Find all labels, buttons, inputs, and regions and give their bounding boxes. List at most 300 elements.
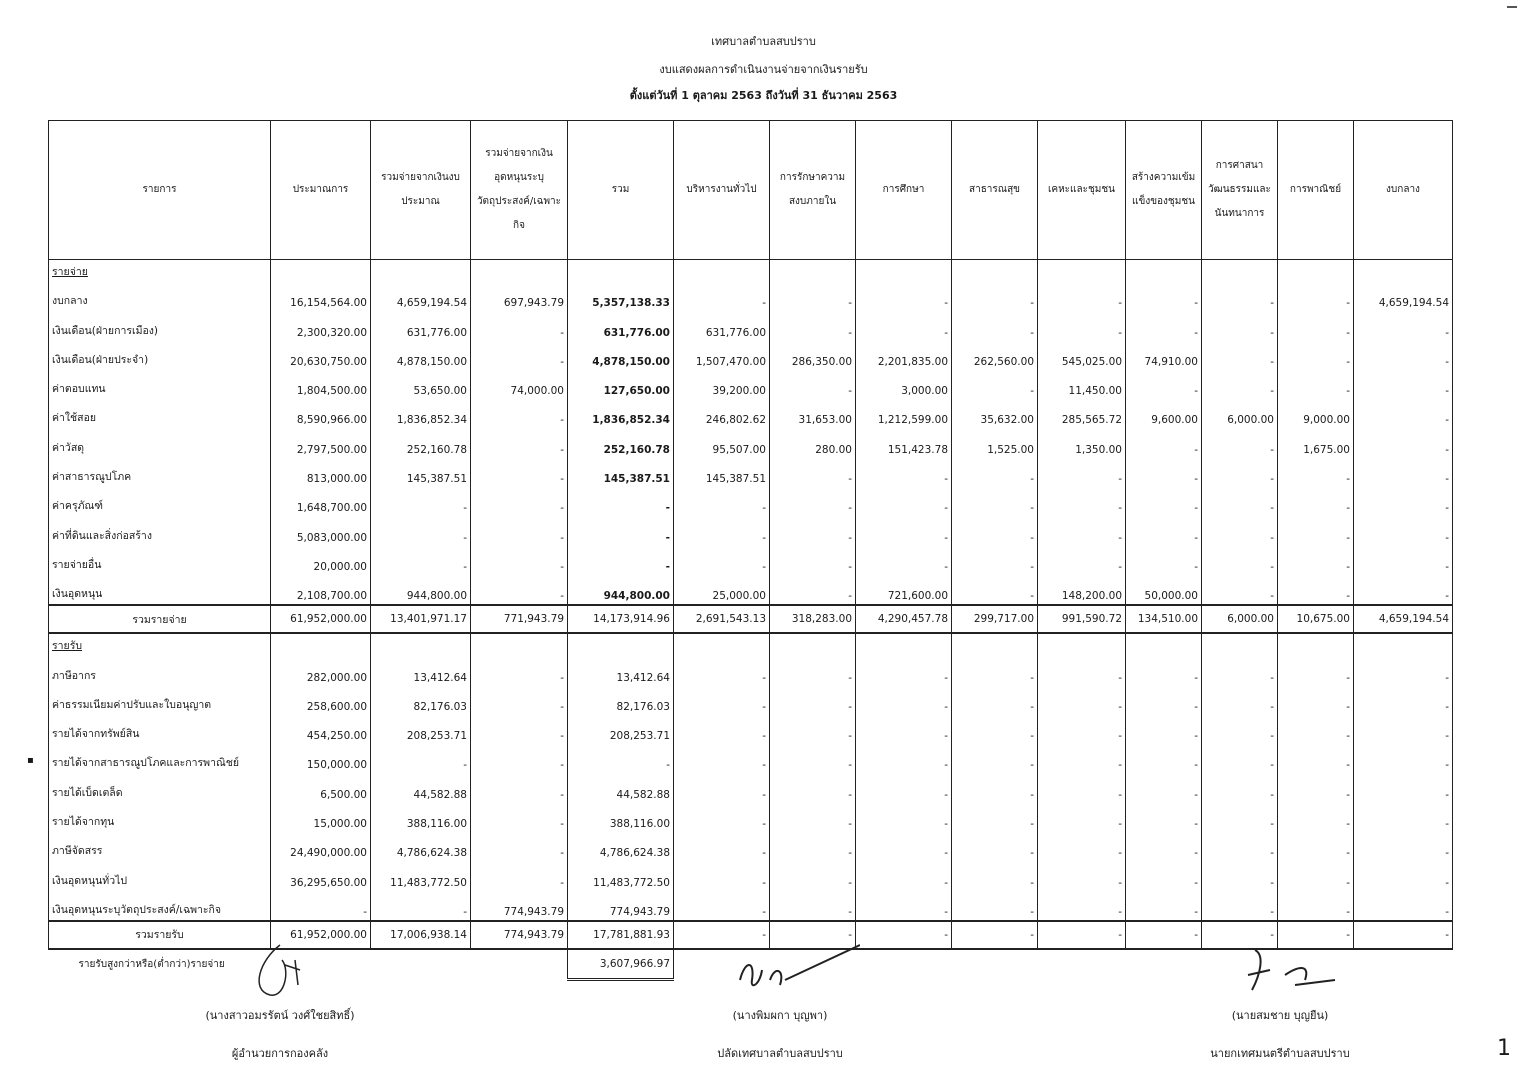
signature-mark-icon [700, 940, 860, 1000]
table-cell: - [674, 686, 770, 715]
table-cell: 31,653.00 [770, 399, 856, 428]
table-cell: - [1202, 575, 1278, 605]
table-cell: 1,804,500.00 [271, 370, 371, 399]
table-cell: - [674, 803, 770, 832]
row-label: ค่าสาธารณูปโภค [49, 458, 271, 487]
table-cell: - [471, 686, 568, 715]
table-cell: - [471, 311, 568, 340]
table-row [49, 803, 1453, 832]
table-cell: - [1038, 803, 1126, 832]
table-cell: 11,483,772.50 [371, 861, 471, 890]
table-cell: - [770, 575, 856, 605]
table-cell: 3,000.00 [856, 370, 952, 399]
document-period: ตั้งแต่วันที่ 1 ตุลาคม 2563 ถึงวันที่ 31 ธันวาคม 2563 [629, 89, 898, 102]
table-cell: 299,717.00 [952, 605, 1038, 633]
table-cell [371, 949, 471, 980]
table-cell: - [856, 516, 952, 545]
table-cell: - [1202, 282, 1278, 311]
table-cell: - [770, 891, 856, 921]
table-cell: - [952, 744, 1038, 773]
table-cell: - [1202, 458, 1278, 487]
table-cell: - [1126, 282, 1202, 311]
table-cell: 631,776.00 [371, 311, 471, 340]
table-cell: 545,025.00 [1038, 341, 1126, 370]
table-cell: 1,836,852.34 [568, 399, 674, 428]
table-cell: - [856, 891, 952, 921]
table-cell [856, 260, 952, 283]
section-row [49, 633, 1453, 656]
table-cell: - [856, 832, 952, 861]
table-cell: 252,160.78 [568, 428, 674, 457]
table-cell: 280.00 [770, 428, 856, 457]
column-header: การรักษาความสงบภายใน [770, 121, 856, 260]
row-label: ภาษีจัดสรร [49, 832, 271, 861]
table-cell: 82,176.03 [568, 686, 674, 715]
table-cell: 35,632.00 [952, 399, 1038, 428]
table-cell: - [1038, 546, 1126, 575]
table-cell: 631,776.00 [568, 311, 674, 340]
table-cell: - [952, 921, 1038, 949]
table-cell: 82,176.03 [371, 686, 471, 715]
table-cell: - [371, 744, 471, 773]
signature-role: ผู้อำนวยการกองคลัง [231, 1047, 329, 1060]
table-cell: - [1126, 311, 1202, 340]
table-cell: - [371, 546, 471, 575]
corner-mark [1507, 6, 1517, 18]
row-label: เงินเดือน(ฝ่ายประจำ) [49, 341, 271, 370]
table-header-row [49, 121, 1453, 260]
table-cell: - [471, 656, 568, 685]
table-cell: - [856, 744, 952, 773]
table-cell: 148,200.00 [1038, 575, 1126, 605]
table-cell: 631,776.00 [674, 311, 770, 340]
table-cell: 282,000.00 [271, 656, 371, 685]
table-cell [568, 633, 674, 656]
signature-block-clerk [680, 940, 880, 1062]
table-cell: - [1278, 487, 1354, 516]
table-cell: - [568, 487, 674, 516]
table-cell: 11,450.00 [1038, 370, 1126, 399]
table-cell: - [1126, 715, 1202, 744]
table-cell: - [1278, 803, 1354, 832]
table-cell: 991,590.72 [1038, 605, 1126, 633]
signature-block-mayor [1180, 940, 1380, 1062]
table-cell: - [1202, 921, 1278, 949]
table-cell: 1,350.00 [1038, 428, 1126, 457]
table-cell: 2,201,835.00 [856, 341, 952, 370]
table-cell: - [1202, 891, 1278, 921]
table-cell: - [1278, 744, 1354, 773]
table-cell [1038, 633, 1126, 656]
section-row [49, 260, 1453, 283]
table-cell [568, 260, 674, 283]
table-cell: - [856, 487, 952, 516]
table-cell [770, 260, 856, 283]
column-header: การศาสนาวัฒนธรรมและนันทนาการ [1202, 121, 1278, 260]
table-cell: - [674, 487, 770, 516]
table-cell: - [770, 921, 856, 949]
row-label: ค่าใช้สอย [49, 399, 271, 428]
table-cell: 10,675.00 [1278, 605, 1354, 633]
table-cell: - [471, 341, 568, 370]
row-label: ค่าวัสดุ [49, 428, 271, 457]
table-cell: - [770, 282, 856, 311]
table-cell: - [952, 656, 1038, 685]
column-header: บริหารงานทั่วไป [674, 121, 770, 260]
table-cell: 1,507,470.00 [674, 341, 770, 370]
table-cell: 1,648,700.00 [271, 487, 371, 516]
table-cell: - [471, 832, 568, 861]
table-cell: - [770, 458, 856, 487]
column-header: รวม [568, 121, 674, 260]
table-row [49, 487, 1453, 516]
table-cell: 151,423.78 [856, 428, 952, 457]
table-cell: 813,000.00 [271, 458, 371, 487]
table-cell: - [1126, 656, 1202, 685]
table-cell: - [1278, 341, 1354, 370]
table-cell: - [471, 773, 568, 802]
table-cell: 4,290,457.78 [856, 605, 952, 633]
table-cell: - [770, 861, 856, 890]
table-cell: - [1278, 282, 1354, 311]
table-cell: - [1278, 516, 1354, 545]
table-cell: - [770, 744, 856, 773]
table-cell: 208,253.71 [371, 715, 471, 744]
signature-name: (นางสาวอมรรัตน์ วงศ์ใชยสิทธิ์) [205, 1009, 355, 1022]
table-cell: - [1278, 546, 1354, 575]
row-label: รายได้จากทรัพย์สิน [49, 715, 271, 744]
table-cell: - [856, 715, 952, 744]
table-cell [371, 633, 471, 656]
table-cell [1278, 260, 1354, 283]
table-row [49, 458, 1453, 487]
table-cell: 11,483,772.50 [568, 861, 674, 890]
table-cell: - [1354, 921, 1453, 949]
table-cell: 9,600.00 [1126, 399, 1202, 428]
table-cell: - [471, 715, 568, 744]
table-cell: - [1038, 891, 1126, 921]
table-cell: - [1202, 803, 1278, 832]
table-cell: - [770, 715, 856, 744]
table-cell: - [1278, 686, 1354, 715]
table-row [49, 656, 1453, 685]
row-label: เงินอุดหนุนทั่วไป [49, 861, 271, 890]
row-label: รายได้จากทุน [49, 803, 271, 832]
table-cell: - [770, 546, 856, 575]
table-body [49, 260, 1453, 980]
table-cell: - [1038, 487, 1126, 516]
table-cell: - [471, 575, 568, 605]
table-cell: 14,173,914.96 [568, 605, 674, 633]
table-cell: - [770, 516, 856, 545]
table-cell: 258,600.00 [271, 686, 371, 715]
row-label: รายได้จากสาธารณูปโภคและการพาณิชย์ [49, 744, 271, 773]
table-row [49, 399, 1453, 428]
column-header: รวมจ่ายจากเงินอุดหนุนระบุวัตถุประสงค์/เฉพาะกิจ [471, 121, 568, 260]
signature-name: (นางพิมผกา บุญพา) [732, 1009, 828, 1022]
table-cell [471, 949, 568, 980]
table-cell [674, 260, 770, 283]
table-cell [1278, 633, 1354, 656]
table-cell: - [1126, 686, 1202, 715]
table-row [49, 861, 1453, 890]
row-label: ค่าที่ดินและสิ่งก่อสร้าง [49, 516, 271, 545]
table-cell: - [1126, 773, 1202, 802]
table-cell: - [1354, 311, 1453, 340]
column-header: ประมาณการ [271, 121, 371, 260]
table-cell: - [471, 487, 568, 516]
table-cell [1354, 260, 1453, 283]
table-cell: - [952, 803, 1038, 832]
signature-role: นายกเทศมนตรีตำบลสบปราบ [1210, 1047, 1350, 1060]
total-row [49, 605, 1453, 633]
stray-mark: ▪ [27, 755, 34, 766]
table-cell: - [1354, 891, 1453, 921]
table-row [49, 341, 1453, 370]
row-label: รวมรายรับ [49, 921, 271, 949]
table-cell: - [952, 370, 1038, 399]
table-cell: - [1354, 516, 1453, 545]
table-cell: - [1354, 370, 1453, 399]
table-cell: - [1354, 656, 1453, 685]
section-label: รายรับ [49, 633, 271, 656]
table-cell: - [1354, 715, 1453, 744]
table-cell: - [1126, 861, 1202, 890]
table-cell [952, 633, 1038, 656]
table-cell: - [1354, 341, 1453, 370]
column-header: การพาณิชย์ [1278, 121, 1354, 260]
table-cell: - [952, 891, 1038, 921]
table-cell: - [1202, 861, 1278, 890]
table-cell: 50,000.00 [1126, 575, 1202, 605]
table-cell: - [1278, 861, 1354, 890]
table-cell: 285,565.72 [1038, 399, 1126, 428]
table-cell: - [856, 311, 952, 340]
row-label: งบกลาง [49, 282, 271, 311]
signature-mark-icon [240, 940, 320, 1000]
table-cell: - [1202, 832, 1278, 861]
summary-value: 3,607,966.97 [568, 949, 674, 980]
table-cell: - [1354, 458, 1453, 487]
table-cell: - [1126, 516, 1202, 545]
table-cell: 145,387.51 [674, 458, 770, 487]
table-cell: - [471, 803, 568, 832]
column-header: สาธารณสุข [952, 121, 1038, 260]
table-cell: 17,006,938.14 [371, 921, 471, 949]
table-cell: - [952, 487, 1038, 516]
table-cell: 246,802.62 [674, 399, 770, 428]
table-cell: - [1038, 656, 1126, 685]
table-row [49, 575, 1453, 605]
table-cell: - [1354, 773, 1453, 802]
signature-mark-icon [1210, 940, 1350, 1000]
table-cell: 2,691,543.13 [674, 605, 770, 633]
table-cell: 2,797,500.00 [271, 428, 371, 457]
table-cell: - [856, 282, 952, 311]
table-cell: - [1354, 487, 1453, 516]
signature-block-finance [180, 940, 380, 1062]
table-cell: - [770, 686, 856, 715]
table-cell: - [1202, 516, 1278, 545]
table-cell: 9,000.00 [1278, 399, 1354, 428]
table-cell: - [952, 282, 1038, 311]
table-cell: - [1126, 458, 1202, 487]
table-cell: - [952, 516, 1038, 545]
table-cell: 6,000.00 [1202, 605, 1278, 633]
table-cell: 1,836,852.34 [371, 399, 471, 428]
table-cell: 5,083,000.00 [271, 516, 371, 545]
table-cell: 134,510.00 [1126, 605, 1202, 633]
financial-table-container [48, 120, 1452, 981]
table-cell: - [471, 861, 568, 890]
table-cell: 4,878,150.00 [568, 341, 674, 370]
table-cell: 36,295,650.00 [271, 861, 371, 890]
table-cell: - [770, 370, 856, 399]
section-label: รายจ่าย [49, 260, 271, 283]
table-cell: - [1202, 686, 1278, 715]
row-label: ค่าครุภัณฑ์ [49, 487, 271, 516]
table-row [49, 891, 1453, 921]
table-cell: - [1354, 686, 1453, 715]
table-cell [674, 633, 770, 656]
table-cell: 44,582.88 [568, 773, 674, 802]
table-cell: 2,108,700.00 [271, 575, 371, 605]
table-cell [271, 260, 371, 283]
table-cell: - [770, 656, 856, 685]
table-cell: 24,490,000.00 [271, 832, 371, 861]
column-header: สร้างความเข้มแข็งของชุมชน [1126, 121, 1202, 260]
table-cell: - [1038, 458, 1126, 487]
table-cell: - [952, 575, 1038, 605]
table-cell: - [1202, 311, 1278, 340]
column-header: งบกลาง [1354, 121, 1453, 260]
table-cell: - [1354, 744, 1453, 773]
table-cell: 5,357,138.33 [568, 282, 674, 311]
table-cell: - [674, 282, 770, 311]
table-cell: - [770, 311, 856, 340]
table-cell: 454,250.00 [271, 715, 371, 744]
table-cell [1126, 260, 1202, 283]
table-cell: - [856, 656, 952, 685]
table-cell: - [770, 487, 856, 516]
table-cell: - [1354, 575, 1453, 605]
table-row [49, 282, 1453, 311]
table-cell: 39,200.00 [674, 370, 770, 399]
table-row [49, 773, 1453, 802]
table-cell: 4,659,194.54 [1354, 282, 1453, 311]
table-cell: 20,000.00 [271, 546, 371, 575]
table-cell: - [1126, 428, 1202, 457]
table-cell: 262,560.00 [952, 341, 1038, 370]
table-cell: - [1038, 773, 1126, 802]
table-cell: - [568, 546, 674, 575]
table-cell: - [674, 832, 770, 861]
table-cell: - [770, 803, 856, 832]
table-cell: - [371, 891, 471, 921]
table-cell: - [1202, 656, 1278, 685]
table-cell [952, 949, 1038, 980]
table-cell: - [271, 891, 371, 921]
table-cell: 145,387.51 [371, 458, 471, 487]
table-cell: 127,650.00 [568, 370, 674, 399]
table-cell: 61,952,000.00 [271, 921, 371, 949]
table-cell: 774,943.79 [471, 921, 568, 949]
table-cell: - [1038, 715, 1126, 744]
table-row [49, 686, 1453, 715]
table-cell: 95,507.00 [674, 428, 770, 457]
table-cell: - [1202, 715, 1278, 744]
table-cell: - [471, 428, 568, 457]
table-cell: - [1038, 832, 1126, 861]
table-cell: - [674, 861, 770, 890]
row-label: เงินอุดหนุน [49, 575, 271, 605]
table-cell: - [371, 487, 471, 516]
table-cell: - [856, 686, 952, 715]
table-cell [471, 260, 568, 283]
table-cell: - [471, 516, 568, 545]
column-header: เคหะและชุมชน [1038, 121, 1126, 260]
page-number: 1 [1497, 1036, 1511, 1061]
column-header: รายการ [49, 121, 271, 260]
table-cell: - [1202, 487, 1278, 516]
table-cell: - [471, 744, 568, 773]
table-cell: - [1202, 773, 1278, 802]
table-row [49, 516, 1453, 545]
signature-name: (นายสมชาย บุญยืน) [1231, 1009, 1329, 1022]
table-cell: 15,000.00 [271, 803, 371, 832]
table-cell [471, 633, 568, 656]
table-cell: - [568, 744, 674, 773]
table-cell: - [1126, 803, 1202, 832]
table-cell: - [674, 546, 770, 575]
table-cell [1202, 260, 1278, 283]
table-cell: 13,401,971.17 [371, 605, 471, 633]
table-cell: - [1278, 458, 1354, 487]
table-cell: - [856, 921, 952, 949]
table-cell: - [856, 773, 952, 802]
document-title: งบแสดงผลการดำเนินงานจ่ายจากเงินรายรับ [659, 63, 868, 76]
table-cell: 286,350.00 [770, 341, 856, 370]
table-cell: - [952, 311, 1038, 340]
table-cell: - [471, 546, 568, 575]
table-cell: - [1354, 428, 1453, 457]
table-cell [1126, 633, 1202, 656]
table-cell: - [770, 832, 856, 861]
table-cell: - [952, 458, 1038, 487]
table-row [49, 744, 1453, 773]
table-cell [770, 633, 856, 656]
table-cell: - [674, 656, 770, 685]
table-cell: - [1126, 832, 1202, 861]
table-cell: 150,000.00 [271, 744, 371, 773]
table-cell: 25,000.00 [674, 575, 770, 605]
table-cell [371, 260, 471, 283]
table-cell: 697,943.79 [471, 282, 568, 311]
table-cell: - [1278, 921, 1354, 949]
table-cell: 4,786,624.38 [371, 832, 471, 861]
table-cell: 208,253.71 [568, 715, 674, 744]
table-cell: - [1202, 546, 1278, 575]
row-label: รวมรายจ่าย [49, 605, 271, 633]
table-cell: 774,943.79 [568, 891, 674, 921]
table-cell: 13,412.64 [371, 656, 471, 685]
table-cell: - [1354, 546, 1453, 575]
table-cell [1202, 633, 1278, 656]
table-cell: 2,300,320.00 [271, 311, 371, 340]
table-cell: - [1202, 744, 1278, 773]
table-cell [952, 260, 1038, 283]
table-cell: - [568, 516, 674, 545]
